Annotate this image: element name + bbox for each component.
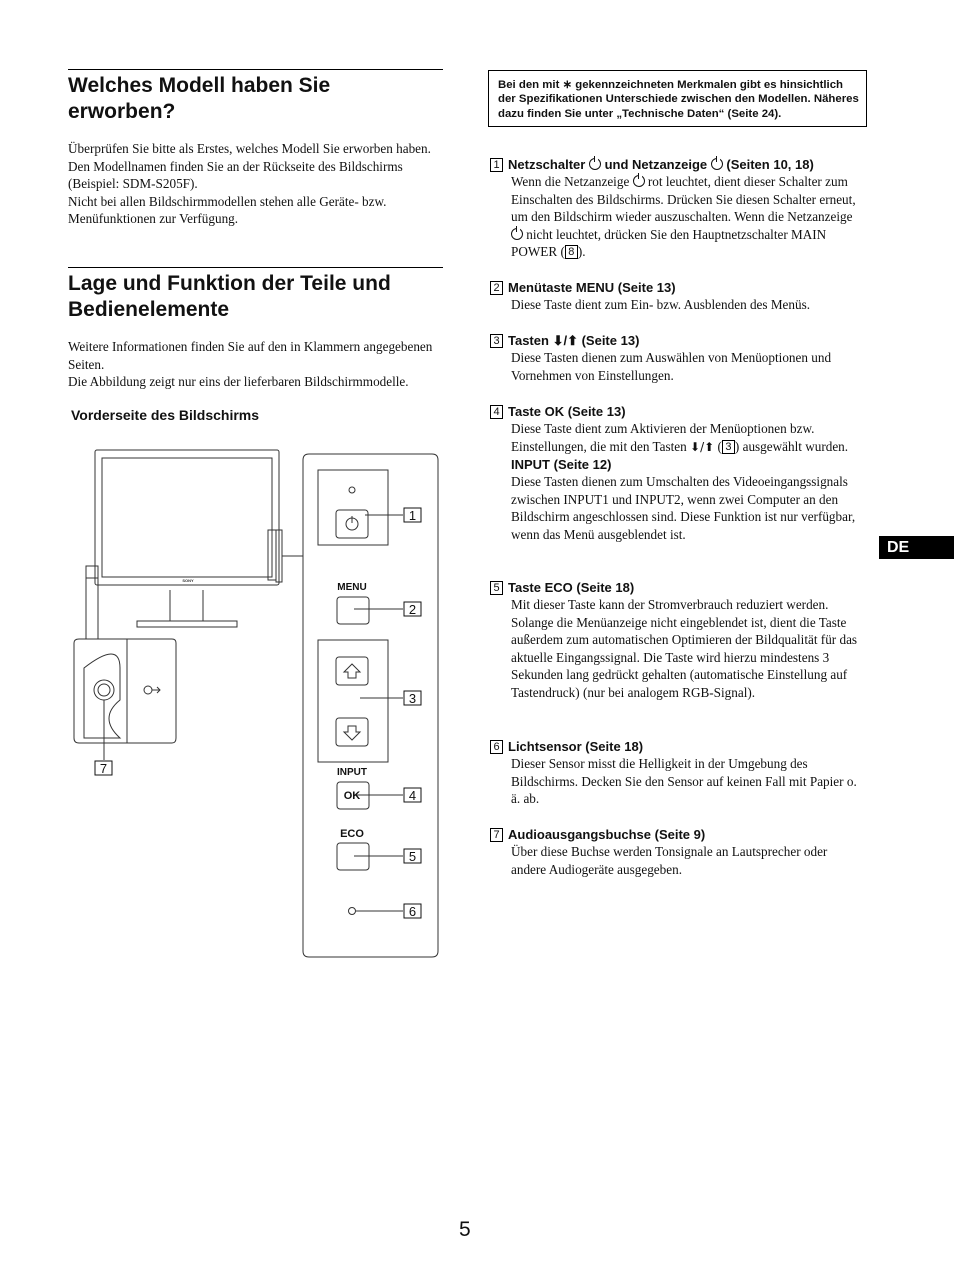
power-icon <box>711 158 723 170</box>
item-5: 5 Taste ECO (Seite 18) Mit dieser Taste kann der Stromverbrauch reduziert werden. Solange die Menüanzeige nicht eingeblendet ist, dient die Taste außerdem zum automatischen Optimieren der Bildqualität für das aktuelle Eingangssignal. Die Taste wird hierzu mindestens 3 Sekunden lang gedrückt gehalten (automatische Einstellung auf Tastendruck) (nur bei analogem RGB-Signal). <box>490 579 864 701</box>
section-title-parts: Lage und Funktion der Teile und Bedienelemente <box>68 267 443 323</box>
ok-label: OK <box>343 790 361 802</box>
svg-text:2: 2 <box>408 602 417 617</box>
input-subtitle: INPUT (Seite 12) <box>511 457 612 472</box>
item-number: 3 <box>490 334 503 348</box>
callout-7 <box>95 761 112 776</box>
ref-number: 8 <box>565 245 578 259</box>
power-icon <box>589 158 601 170</box>
callout-6 <box>404 904 421 919</box>
svg-text:6: 6 <box>408 904 417 919</box>
item-number: 5 <box>490 581 503 595</box>
menu-button[interactable] <box>337 597 369 624</box>
item-2: 2 Menütaste MENU (Seite 13) Diese Taste dient zum Ein- bzw. Ausblenden des Menüs. <box>490 279 864 314</box>
item-3: 3 Tasten ⬇/⬆ (Seite 13) Diese Tasten dienen zum Auswählen von Menüoptionen und Vornehmen von Einstellungen. <box>490 332 864 384</box>
callout-1 <box>404 508 421 523</box>
svg-text:3: 3 <box>408 691 417 706</box>
input-label: INPUT <box>337 767 367 778</box>
up-arrow-icon <box>344 664 360 678</box>
power-icon <box>511 228 523 240</box>
model-note-box: Bei den mit ∗ gekennzeichneten Merkmalen gibt es hinsichtlich der Spezifikationen Unterschiede zwischen den Modellen. Näheres dazu finden Sie unter „Technische Daten“ (Seite 24). <box>488 70 867 127</box>
down-arrow-icon <box>344 726 360 740</box>
item-number: 2 <box>490 281 503 295</box>
arrow-icons: ⬇/⬆ <box>690 439 715 454</box>
item-number: 7 <box>490 828 503 842</box>
svg-text:4: 4 <box>408 788 417 803</box>
svg-text:1: 1 <box>408 508 417 523</box>
item-number: 6 <box>490 740 503 754</box>
model-text-line: Überprüfen Sie bitte als Erstes, welches Modell Sie erworben haben. <box>68 141 431 156</box>
ref-number: 3 <box>722 440 735 454</box>
power-icon <box>633 175 645 187</box>
up-button[interactable] <box>336 657 368 685</box>
parts-text-line: Die Abbildung zeigt nur eins der lieferbaren Bildschirmmodelle. <box>68 374 409 389</box>
item-6: 6 Lichtsensor (Seite 18) Dieser Sensor misst die Helligkeit in der Umgebung des Bildschirms. Decken Sie den Sensor auf keinen Fall mit Papier o. ä. ab. <box>490 738 864 808</box>
item-number: 1 <box>490 158 503 172</box>
light-sensor-icon <box>349 908 356 915</box>
brand-logo: SONY <box>182 578 194 583</box>
svg-text:7: 7 <box>99 761 108 776</box>
audio-jack-detail <box>74 578 176 760</box>
language-tab: DE <box>879 536 954 559</box>
svg-text:5: 5 <box>408 849 417 864</box>
item-number: 4 <box>490 405 503 419</box>
callout-5 <box>404 849 421 864</box>
section-title-model: Welches Modell haben Sie erworben? <box>68 69 443 125</box>
model-text-line: Den Modellnamen finden Sie an der Rückseite des Bildschirms (Beispiel: SDM-S205F). <box>68 158 403 191</box>
item-7: 7 Audioausgangsbuchse (Seite 9) Über diese Buchse werden Tonsignale an Lautsprecher oder andere Audiogeräte ausgegeben. <box>490 826 864 878</box>
callout-2 <box>404 602 421 617</box>
callout-4 <box>404 788 421 803</box>
callout-3 <box>404 691 421 706</box>
down-button[interactable] <box>336 718 368 746</box>
headphone-jack-icon <box>144 686 152 694</box>
arrow-icons: ⬇/⬆ <box>552 333 578 348</box>
eco-label: ECO <box>340 828 364 840</box>
item-4: 4 Taste OK (Seite 13) Diese Taste dient zum Aktivieren der Menüoptionen bzw. Einstellungen, die mit den Tasten ⬇/⬆ ( 3 ) ausgewählt wurden. INPUT (Seite 12) Diese Tasten dienen zum Umschalten des Videoeingangssignals zwischen INPUT1 und INPUT2, wenn zwei Computer an den Bildschirm angeschlossen sind. Diese Funktion ist nur verfügbar, wenn das Menü ausgeblendet ist. <box>490 403 864 543</box>
power-indicator <box>349 487 355 493</box>
menu-label: MENU <box>337 582 367 593</box>
parts-text-line: Weitere Informationen finden Sie auf den in Klammern angegebenen Seiten. <box>68 339 433 372</box>
monitor-illustration <box>86 450 303 627</box>
page-number: 5 <box>459 1218 471 1241</box>
model-text-line: Nicht bei allen Bildschirmmodellen stehen alle Geräte- bzw. Menüfunktionen zur Verfügung. <box>68 193 387 226</box>
item-1: 1 Netzschalter und Netzanzeige (Seiten 10, 18) Wenn die Netzanzeige rot leuchtet, dient dieser Schalter zum Einschalten des Bildschirms. Drücken Sie diesen Schalter erneut, um den Bildschirm wieder auszuschalten. Wenn die Netzanzeige nicht leuchtet, drücken Sie den Hauptnetzschalter MAIN POWER ( 8 ). <box>490 156 864 261</box>
subsection-title-front: Vorderseite des Bildschirms <box>71 407 260 423</box>
